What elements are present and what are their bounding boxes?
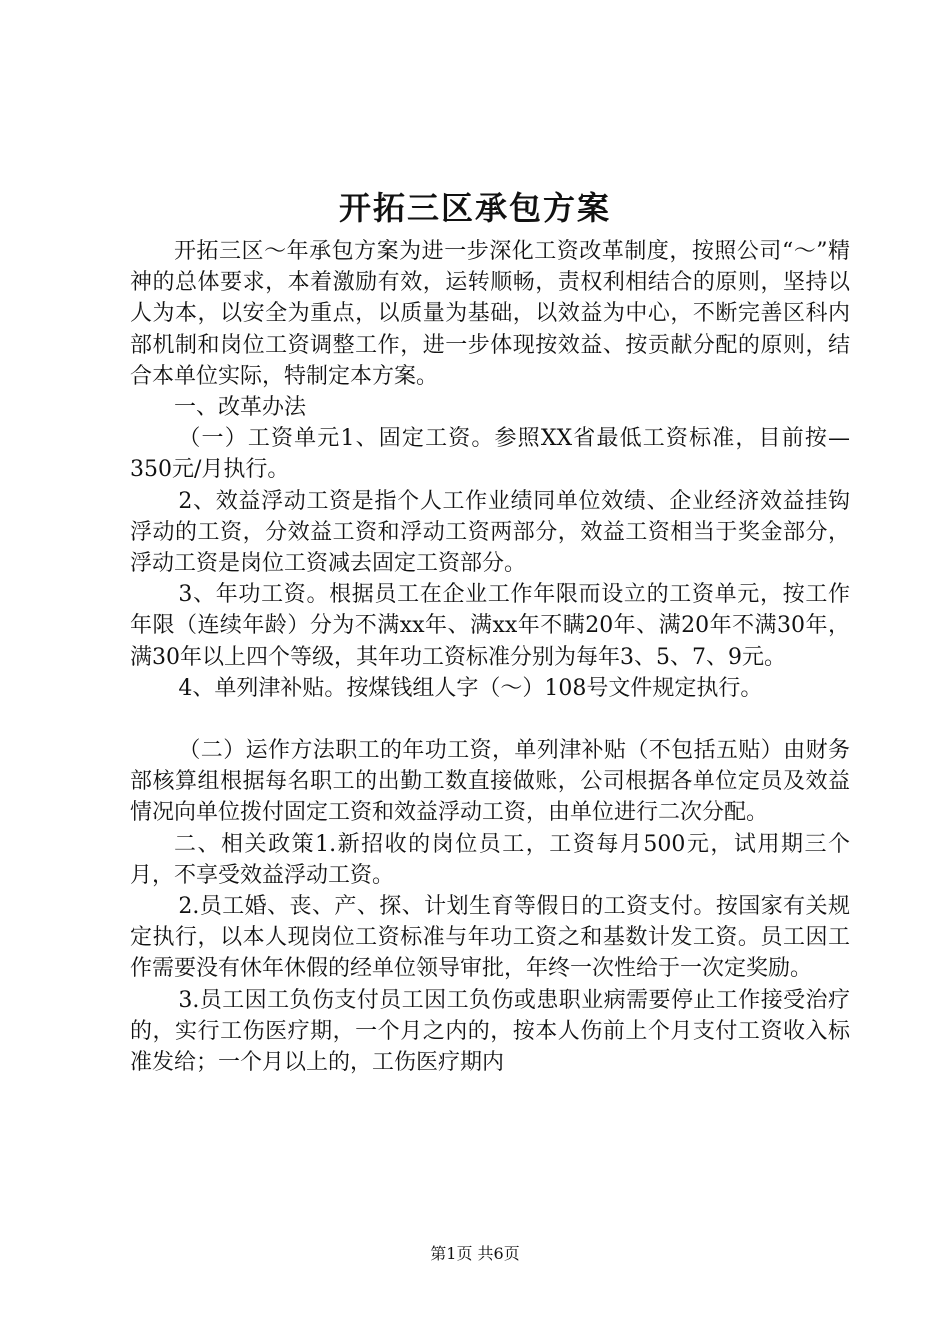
paragraph-floating-wage: 2、效益浮动工资是指个人工作业绩同单位效绩、企业经济效益挂钩浮动的工资，分效益工资和浮动工资两部分，效益工资相当于奖金部分，浮动工资是岗位工资减去固定工资部分。 — [130, 488, 850, 577]
paragraph-seniority-wage: 3、年功工资。根据员工在企业工作年限而设立的工资单元，按工作年限（连续年龄）分为不满xx年、满xx年不瞒20年、满20年不满30年，满30年以上四个等级，其年功工资标准分别为每年3、5、7、9元。 — [130, 582, 850, 670]
paragraph-wage-unit: （一）工资单元1、固定工资。参照XX省最低工资标准，目前按—350元/月执行。 — [130, 426, 850, 483]
paragraph-operation: （二）运作方法职工的年功工资，单列津补贴（不包括五贴）由财务部核算组根据每名职工的出勤工数直接做账，公司根据各单位定员及效益情况向单位拨付固定工资和效益浮动工资，由单位进行二次分配。 — [130, 738, 850, 826]
section-heading-reform: 一、改革办法 — [174, 395, 307, 421]
paragraph-policy-new-hires: 二、相关政策1.新招收的岗位员工，工资每月500元，试用期三个月，不享受效益浮动工资。 — [130, 831, 850, 888]
document-title: 开拓三区承包方案 — [338, 189, 611, 227]
blank-line — [130, 704, 850, 735]
page-footer: 第1页 共6页 — [430, 1244, 520, 1263]
paragraph-allowance: 4、单列津补贴。按煤钱组人字（～）108号文件规定执行。 — [178, 675, 763, 701]
paragraph-policy-injury: 3.员工因工负伤支付员工因工负伤或患职业病需要停止工作接受治疗的，实行工伤医疗期，一个月之内的，按本人伤前上个月支付工资收入标准发给；一个月以上的，工伤医疗期内 — [130, 987, 850, 1076]
paragraph-intro: 开拓三区～年承包方案为进一步深化工资改革制度，按照公司“～”精神的总体要求，本着激励有效，运转顺畅，责权利相结合的原则，坚持以人为本，以安全为重点，以质量为基础，以效益为中心，不断完善区科内部机制和岗位工资调整工作，进一步体现按效益、按贡献分配的原则，结合本单位实际，特制定本方案。 — [130, 239, 850, 389]
document-body — [130, 236, 850, 1078]
paragraph-policy-leave: 2.员工婚、丧、产、探、计划生育等假日的工资支付。按国家有关规定执行，以本人现岗位工资标准与年功工资之和基数计发工资。员工因工作需要没有休年休假的经单位领导审批，年终一次性给于一次定奖励。 — [130, 894, 850, 982]
